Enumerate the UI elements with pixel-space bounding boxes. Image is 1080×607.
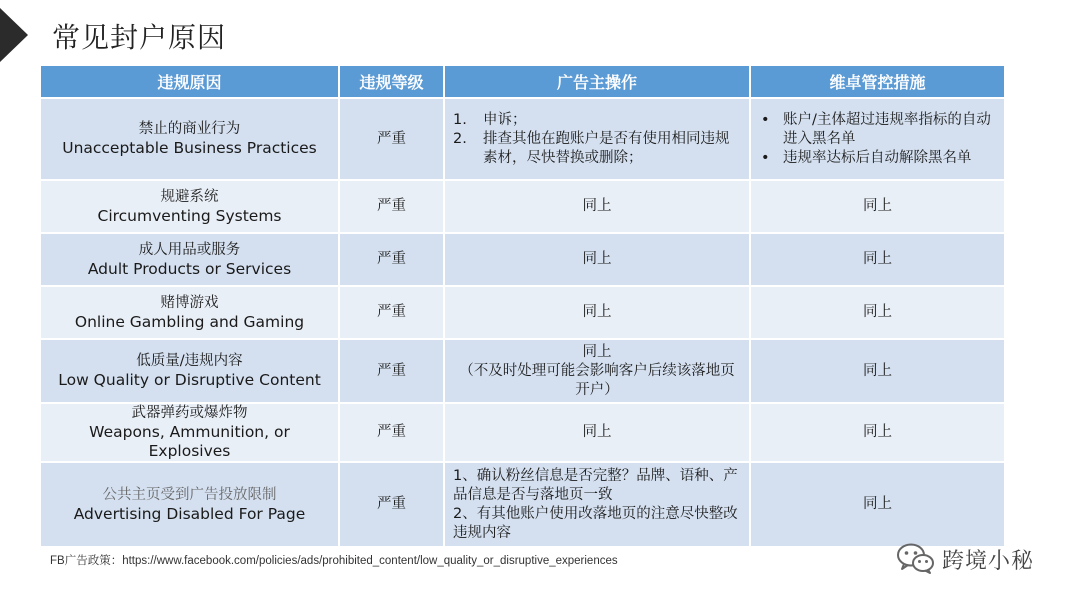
reason-en: Adult Products or Services [87,259,292,278]
control-bullet: • 违规率达标后自动解除黑名单 [761,149,972,166]
reason-zh: 禁止的商业行为 [138,121,241,137]
reason-cell [41,233,339,286]
reason-zh: 成人用品或服务 [138,241,241,258]
control-bullet: • 账户/主体超过违规率指标的自动进入黑名单 [761,111,991,147]
page-title: 常见封户原因 [52,21,227,54]
reason-cell [41,403,339,462]
action-cell: 同上 [444,233,750,286]
table-row [41,180,1004,233]
action-cell [444,339,750,403]
level-cell: 严重 [339,286,444,339]
reason-zh: 低质量/违规内容 [136,353,243,369]
level-cell: 严重 [339,462,444,546]
action-cell [444,462,750,546]
action-cell: 同上 [444,403,750,462]
level-cell: 严重 [339,339,444,403]
table-row [41,403,1004,462]
control-cell: 同上 [750,403,1004,462]
control-cell: 同上 [750,233,1004,286]
control-cell: 同上 [750,339,1004,403]
action-note: （不及时处理可能会影响客户后续该落地页开户） [459,362,735,398]
table-row [41,462,1004,546]
table-header-row [41,66,1004,98]
level-cell: 严重 [339,233,444,286]
title-accent-triangle [0,8,28,62]
control-cell: 同上 [750,286,1004,339]
reason-cell [41,286,339,339]
action-line: 2、有其他账户使用改落地页的注意尽快整改违规内容 [453,505,738,541]
reason-en: Weapons, Ammunition, or Explosives [89,423,290,460]
header-control-measures: 维卓管控措施 [750,66,1004,98]
action-text: 同上 [582,343,612,360]
header-level: 违规等级 [339,66,444,98]
table-row [41,98,1004,180]
control-cell: 同上 [750,180,1004,233]
control-cell [750,98,1004,180]
reason-en: Online Gambling and Gaming [74,312,305,331]
action-step: 2. 排查其他在跑账户是否有使用相同违规素材，尽快替换或删除； [453,130,730,166]
reason-cell [41,98,339,180]
level-cell: 严重 [339,180,444,233]
reason-zh: 规避系统 [160,188,219,205]
table-row [41,286,1004,339]
action-cell: 同上 [444,286,750,339]
reason-zh: 公共主页受到广告投放限制 [102,486,277,503]
reason-en: Advertising Disabled For Page [73,504,306,523]
control-bullets-list [759,111,996,168]
action-cell: 同上 [444,180,750,233]
table-row [41,339,1004,403]
wechat-icon [896,542,936,576]
reason-cell [41,180,339,233]
reason-zh: 武器弹药或爆炸物 [131,405,248,421]
reason-en: Low Quality or Disruptive Content [58,371,321,389]
level-cell: 严重 [339,98,444,180]
level-cell: 严重 [339,403,444,462]
violation-table [41,66,1004,546]
table-row [41,233,1004,286]
reason-en: Circumventing Systems [97,206,282,225]
watermark-text: 跨境小秘 [942,548,1035,574]
watermark [896,541,1034,577]
action-cell [444,98,750,180]
control-cell: 同上 [750,462,1004,546]
reason-cell [41,339,339,403]
reason-cell [41,462,339,546]
action-line: 1、确认粉丝信息是否完整？品牌、语种、产品信息是否与落地页一致 [453,467,738,503]
reason-zh: 赌博游戏 [160,294,219,311]
header-advertiser-action: 广告主操作 [444,66,750,98]
policy-footnote: FB广告政策：https://www.facebook.com/policies/ads/prohibited_content/low_quality_or_disruptive_experiences [50,555,618,567]
reason-en: Unacceptable Business Practices [62,139,317,157]
action-steps-list [453,111,741,168]
action-step: 1. 申诉； [453,111,527,128]
header-reason: 违规原因 [41,66,339,98]
